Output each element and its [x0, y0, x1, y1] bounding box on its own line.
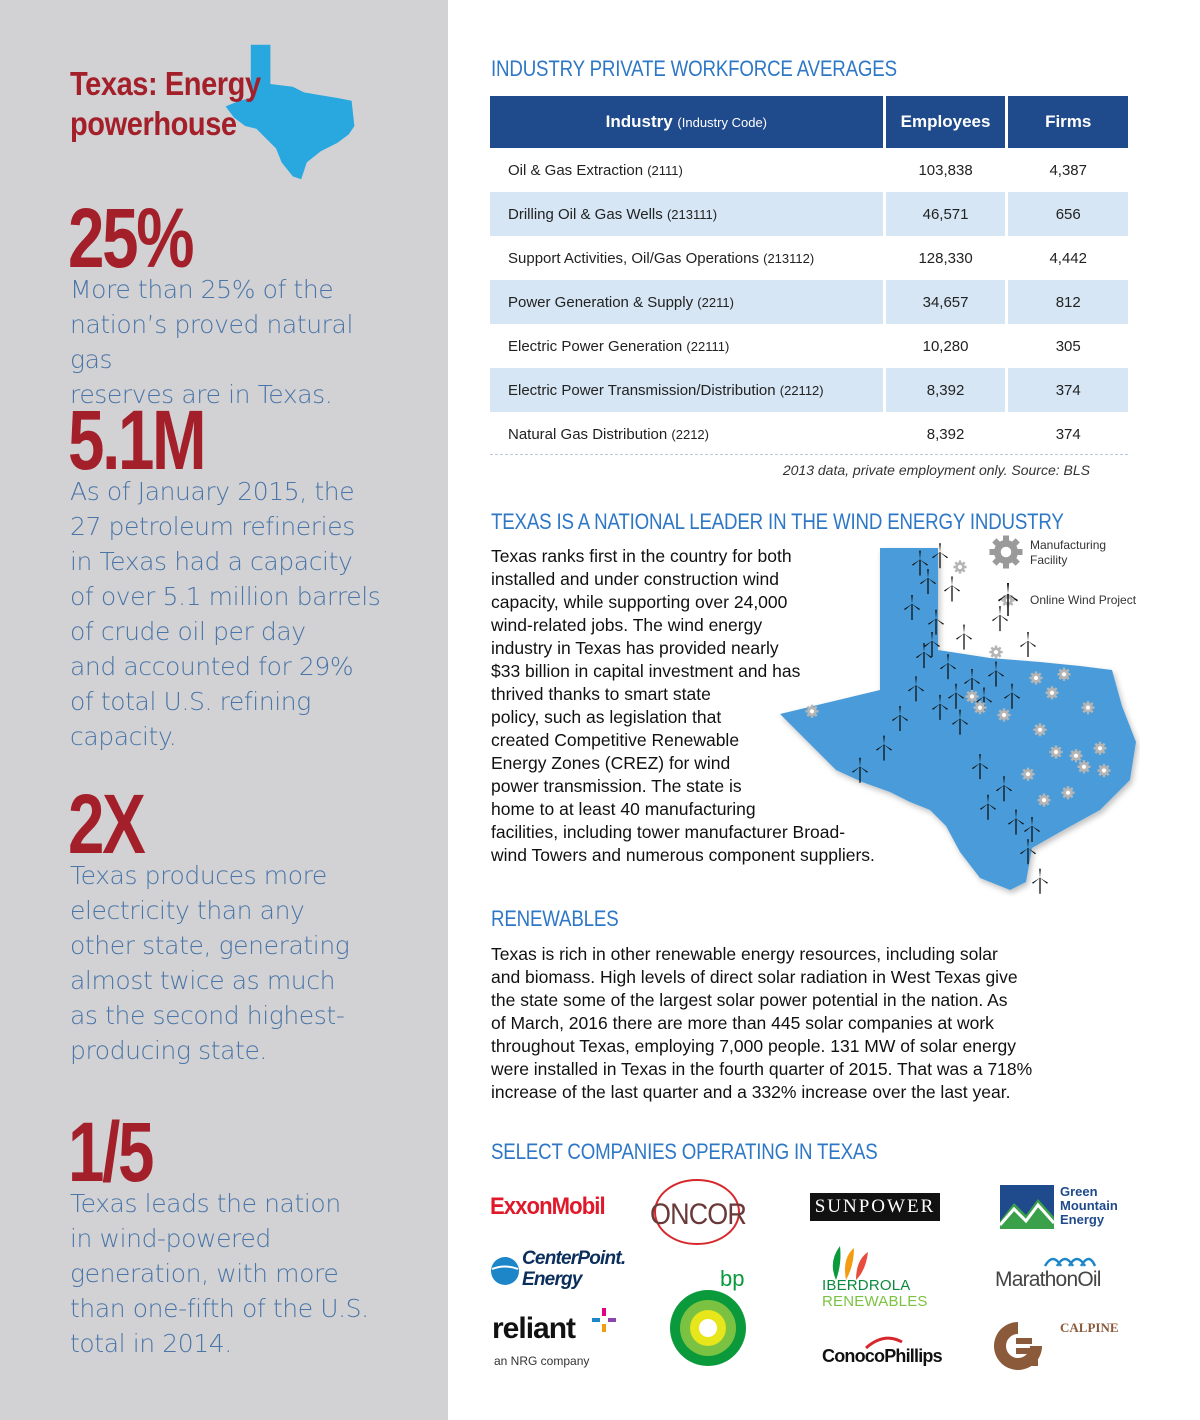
table-row: [490, 148, 1128, 192]
iberdrola-renewables-logo: IBERDROLA RENEWABLES: [820, 1244, 960, 1314]
table-bottom-rule: [490, 454, 1128, 455]
exxonmobil-logo: ExxonMobil: [490, 1193, 605, 1220]
page-title: [70, 64, 299, 144]
wind-turbine-icon: [996, 582, 1020, 616]
calpine-logo: CALPINE: [990, 1318, 1130, 1378]
iberdrola-leaf-icon: [824, 1244, 874, 1280]
stat-value-gas-reserves: 25%: [68, 191, 193, 285]
title-line-2: powerhouse: [70, 105, 237, 142]
oncor-wordmark: ONCOR: [650, 1198, 747, 1231]
green-mountain-energy-logo: Green Mountain Energy: [1000, 1185, 1135, 1231]
gear-icon: [988, 534, 1024, 570]
gear-icon: [1049, 745, 1062, 758]
bp-logo: [668, 1266, 778, 1366]
wind-heading: TEXAS IS A NATIONAL LEADER IN THE WIND ENERGY INDUSTRY: [491, 509, 1064, 534]
employees-cell: 8,392: [886, 368, 1009, 412]
stat-text-electricity: Texas produces more electricity than any other state, generating almost twice as much as the second highest- producing state.: [70, 861, 350, 1065]
wind-turbine-icon: [956, 625, 972, 650]
firms-cell: 374: [1055, 425, 1081, 443]
gear-icon: [1037, 794, 1050, 807]
employees-cell: 10,280: [886, 324, 1009, 368]
gear-icon: [1021, 768, 1034, 781]
table-row: [490, 236, 1128, 280]
renewables-paragraph: Texas is rich in other renewable energy resources, including solar and biomass. High levels of direct solar radiation in West Texas give the state some of the largest solar power potential in the nation. As of March, 2016 there are more than 445 solar companies at work throughout Texas, employing 7,000 people. 131 MW of solar energy were installed in Texas in the fourth quarter of 2015. That was a 718% increase of the last quarter and a 332% increase over the last year.: [491, 944, 1033, 1102]
stat-text-gas-reserves: More than 25% of the nation’s proved natural gas reserves are in Texas.: [70, 275, 354, 409]
wind-turbine-icon: [1032, 869, 1048, 894]
table-header-row: [490, 96, 1128, 148]
table-row: [490, 368, 1128, 412]
marathon-wave-icon: [1043, 1252, 1097, 1268]
reliant-logo: reliant an NRG company: [492, 1310, 632, 1370]
employees-cell: 103,838: [886, 148, 1009, 192]
gear-icon: [1057, 668, 1070, 681]
gear-icon: [1077, 760, 1090, 773]
wind-paragraph: Texas ranks first in the country for both installed and under construction wind capacity, while supporting over 24,000 wind-related jobs. The wind energy industry in Texas has provided nearly $33 billion in capital investment and has thrived thanks to smart state policy, such as legislation that created Competitive Renewable Energy Zones (CREZ) for wind power transmission. The state is home to at least 40 manufacturing facilities, including tower manufacturer Broad- wind Towers and numerous component suppliers.: [491, 546, 875, 865]
workforce-heading: INDUSTRY PRIVATE WORKFORCE AVERAGES: [491, 56, 897, 81]
marathon-oil-logo: MarathonOil: [995, 1252, 1135, 1298]
table-row: [490, 280, 1128, 324]
firms-cell: 4,387: [1049, 161, 1087, 179]
conocophillips-logo: ConocoPhillips: [820, 1336, 960, 1372]
industry-cell: Drilling Oil & Gas Wells (213111): [490, 192, 886, 236]
legend-manufacturing-label: Manufacturing Facility: [1030, 538, 1107, 567]
gear-icon: [1081, 701, 1094, 714]
firms-cell: 812: [1008, 280, 1128, 324]
col-industry-header: Industry (Industry Code): [490, 96, 886, 148]
industry-cell: Oil & Gas Extraction (2111): [490, 148, 886, 192]
industry-cell: Support Activities, Oil/Gas Operations (213112): [490, 236, 886, 280]
industry-cell: Electric Power Transmission/Distribution (22112): [490, 368, 886, 412]
stat-value-wind-share: 1/5: [68, 1105, 153, 1199]
gear-icon: [1097, 764, 1110, 777]
industry-cell: Power Generation & Supply (2211): [490, 280, 886, 324]
renewables-heading: RENEWABLES: [491, 906, 619, 931]
legend-wind-label: Online Wind Project: [1030, 593, 1137, 607]
companies-heading: SELECT COMPANIES OPERATING IN TEXAS: [491, 1139, 878, 1164]
sidebar: [0, 0, 448, 1420]
firms-cell: 656: [1008, 192, 1128, 236]
employees-cell: 8,392: [886, 412, 1009, 456]
stat-value-refineries: 5.1M: [68, 393, 205, 487]
gear-icon: [989, 646, 1002, 659]
table-source-note: 2013 data, private employment only. Source: BLS: [782, 462, 1090, 478]
reliant-spark-icon: [590, 1306, 618, 1334]
gear-icon: [965, 690, 978, 703]
gear-icon: [973, 701, 986, 714]
gear-icon: [997, 708, 1010, 721]
employees-cell: 34,657: [886, 280, 1009, 324]
title-line-1: Texas: Energy: [70, 65, 261, 102]
centerpoint-energy-logo: CenterPoint. Energy: [490, 1248, 630, 1296]
gear-icon: [953, 560, 966, 573]
mountain-icon: [1000, 1185, 1054, 1229]
bp-helios-icon: [668, 1288, 748, 1368]
table-row: [490, 412, 1128, 456]
industry-cell: Electric Power Generation (22111): [490, 324, 886, 368]
firms-cell: 305: [1055, 337, 1081, 355]
table-row: [490, 192, 1128, 236]
gear-icon: [1045, 686, 1058, 699]
centerpoint-globe-icon: [490, 1256, 520, 1286]
industry-cell: Natural Gas Distribution (2212): [490, 412, 886, 456]
stat-text-wind-share: Texas leads the nation in wind-powered generation, with more than one-fifth of the U.S. total in 2014.: [70, 1189, 369, 1358]
wind-turbine-icon: [944, 577, 960, 602]
gear-icon: [1029, 671, 1042, 684]
col-firms-header: Firms: [1008, 96, 1128, 148]
gear-icon: [1061, 786, 1074, 799]
table-row: [490, 324, 1128, 368]
sunpower-logo: SUNPOWER: [810, 1193, 940, 1221]
calpine-mark-icon: [990, 1318, 1046, 1374]
gear-icon: [1069, 749, 1082, 762]
gear-icon: [1093, 742, 1106, 755]
oncor-logo: [645, 1168, 763, 1248]
employees-cell: 46,571: [886, 192, 1009, 236]
firms-cell: 374: [1008, 368, 1128, 412]
stat-text-refineries: As of January 2015, the 27 petroleum refineries in Texas had a capacity of over 5.1 million barrels of crude oil per day and accounted for 29% of total U.S. refining capacity.: [70, 477, 381, 751]
workforce-table: [490, 96, 1128, 456]
gear-icon: [1033, 723, 1046, 736]
firms-cell: 4,442: [1049, 249, 1087, 267]
bp-wordmark: bp: [720, 1266, 745, 1291]
col-employees-header: Employees: [886, 96, 1009, 148]
stat-value-electricity: 2X: [68, 777, 144, 871]
wind-turbine-icon: [1020, 632, 1036, 657]
employees-cell: 128,330: [886, 236, 1009, 280]
